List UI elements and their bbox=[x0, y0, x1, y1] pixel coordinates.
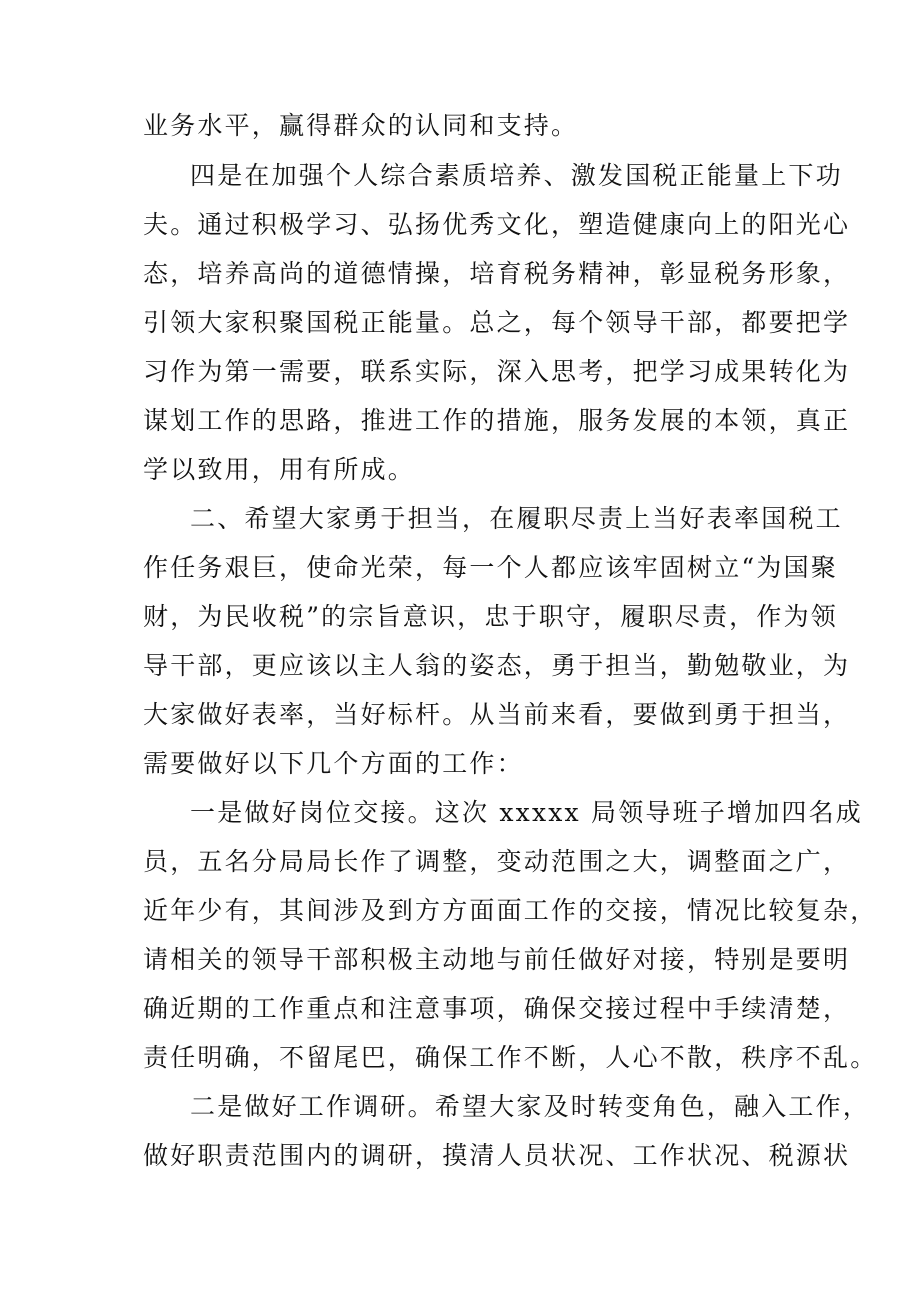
paragraph-start-line: 四是在加强个人综合素质培养、激发国税正能量上下功 bbox=[190, 161, 843, 190]
text-line: 作任务艰巨，使命光荣，每一个人都应该牢固树立“为国聚 bbox=[143, 553, 838, 582]
text-line: 请相关的领导干部积极主动地与前任做好对接，特别是要明 bbox=[143, 945, 851, 974]
text-line: 确近期的工作重点和注意事项，确保交接过程中手续清楚， bbox=[143, 994, 851, 1023]
text-line: 引领大家积聚国税正能量。总之，每个领导干部，都要把学 bbox=[143, 308, 851, 337]
text-line: 近年少有，其间涉及到方方面面工作的交接，情况比较复杂， bbox=[143, 896, 878, 925]
paragraph-start-line: 二是做好工作调研。希望大家及时转变角色，融入工作， bbox=[190, 1092, 871, 1121]
text-line: 业务水平，赢得群众的认同和支持。 bbox=[143, 111, 579, 140]
text-line: 习作为第一需要，联系实际，深入思考，把学习成果转化为 bbox=[143, 357, 851, 386]
text-line: 责任明确，不留尾巴，确保工作不断，人心不散，秩序不乱。 bbox=[143, 1043, 878, 1072]
text-line: 学以致用，用有所成。 bbox=[143, 455, 416, 484]
text-line: 做好职责范围内的调研，摸清人员状况、工作状况、税源状 bbox=[143, 1141, 851, 1170]
text-line: 导干部，更应该以主人翁的姿态，勇于担当，勤勉敬业，为 bbox=[143, 651, 851, 680]
text-line: 态，培养高尚的道德情操，培育税务精神，彰显税务形象， bbox=[143, 259, 851, 288]
text-line: 夫。通过积极学习、弘扬优秀文化，塑造健康向上的阳光心 bbox=[143, 210, 851, 239]
text-line: 需要做好以下几个方面的工作： bbox=[143, 749, 524, 778]
text-line: 谋划工作的思路，推进工作的措施，服务发展的本领，真正 bbox=[143, 406, 851, 435]
paragraph-start-line: 一是做好岗位交接。这次 xxxxx 局领导班子增加四名成 bbox=[190, 798, 863, 827]
section-heading-line: 二、希望大家勇于担当，在履职尽责上当好表率国税工 bbox=[190, 504, 843, 533]
text-line: 财，为民收税”的宗旨意识，忠于职守，履职尽责，作为领 bbox=[143, 602, 838, 631]
text-line: 大家做好表率，当好标杆。从当前来看，要做到勇于担当， bbox=[143, 700, 851, 729]
text-line: 员，五名分局局长作了调整，变动范围之大，调整面之广， bbox=[143, 847, 851, 876]
